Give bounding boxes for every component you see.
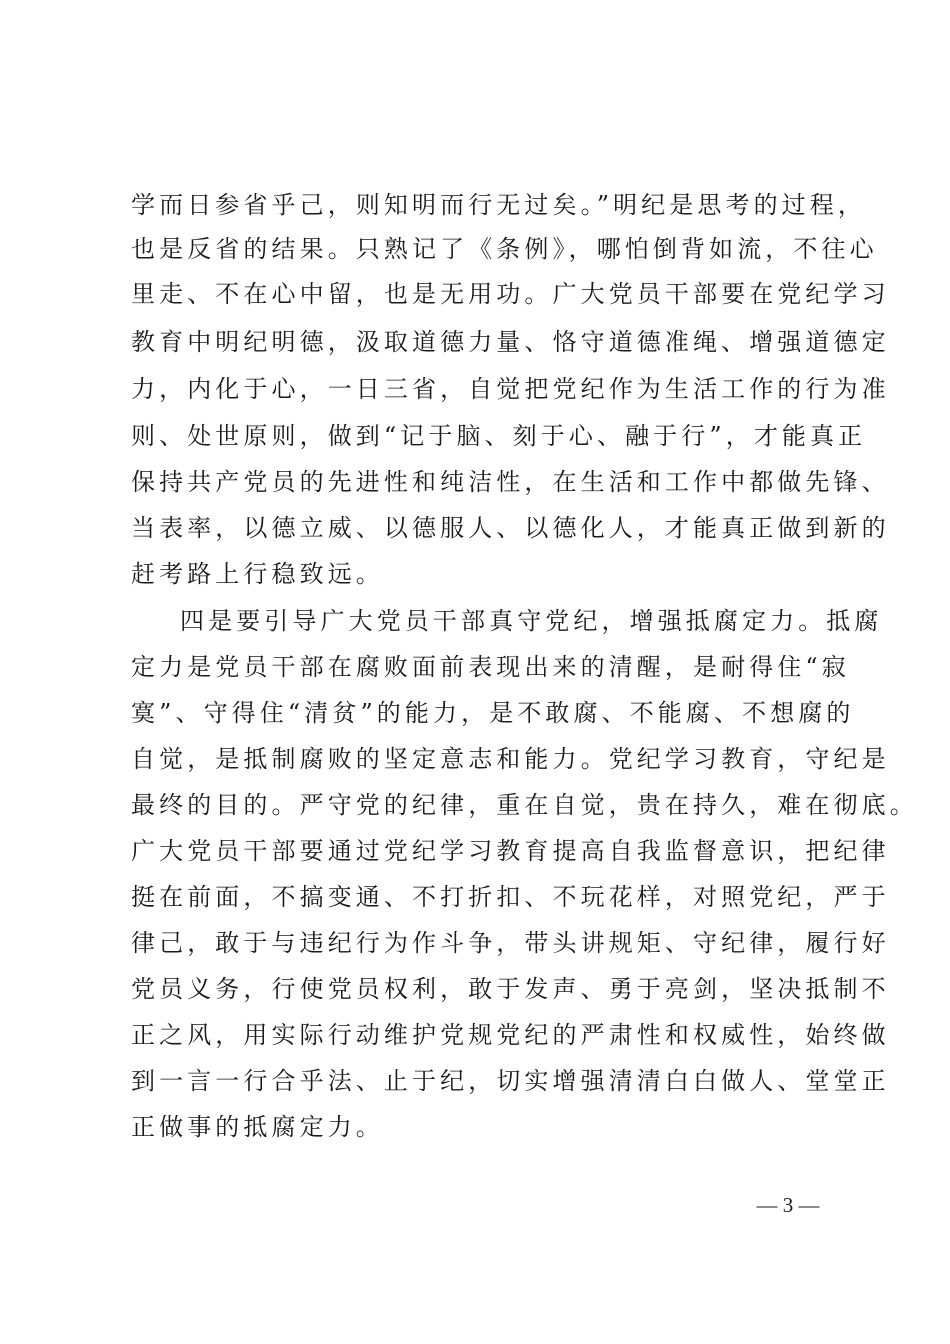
paragraph-1-line-4: 教育中明纪明德，汲取道德力量、恪守道德准绳、增强道德定 <box>131 328 890 356</box>
paragraph-2-line-7: 挺在前面，不搞变通、不打折扣、不玩花样，对照党纪，严于 <box>131 883 890 911</box>
paragraph-2-line-8: 律己，敢于与违纪行为作斗争，带头讲规矩、守纪律，履行好 <box>131 929 890 957</box>
paragraph-1-line-1: 学而日参省乎己，则知明而行无过矣。”明纪是思考的过程， <box>131 191 866 219</box>
page-number: — 3 — <box>756 1193 820 1217</box>
paragraph-1-line-5: 力，内化于心，一日三省，自觉把党纪作为生活工作的行为准 <box>131 375 890 403</box>
paragraph-2-line-4: 自觉，是抵制腐败的坚定意志和能力。党纪学习教育，守纪是 <box>131 745 890 773</box>
paragraph-2-line-3: 寞”、守得住“清贫”的能力，是不敢腐、不能腐、不想腐的 <box>131 699 855 727</box>
paragraph-2-line-9: 党员义务，行使党员权利，敢于发声、勇于亮剑，坚决抵制不 <box>131 975 890 1003</box>
paragraph-2-line-2: 定力是党员干部在腐败面前表现出来的清醒，是耐得住“寂 <box>131 653 850 681</box>
paragraph-2-line-5: 最终的目的。严守党的纪律，重在自觉，贵在持久，难在彻底。 <box>131 791 918 819</box>
paragraph-1-line-8: 当表率，以德立威、以德服人、以德化人，才能真正做到新的 <box>131 514 890 542</box>
paragraph-1-line-2: 也是反省的结果。只熟记了《条例》，哪怕倒背如流，不往心 <box>131 235 878 263</box>
paragraph-2-line-11: 到一言一行合乎法、止于纪，切实增强清清白白做人、堂堂正 <box>131 1067 890 1095</box>
paragraph-1-line-9: 赶考路上行稳致远。 <box>131 560 384 588</box>
paragraph-1-line-6: 则、处世原则，做到“记于脑、刻于心、融于行”，才能真正 <box>131 422 867 450</box>
paragraph-2-line-1: 四是要引导广大党员干部真守党纪，增强抵腐定力。抵腐 <box>180 607 883 635</box>
paragraph-2-line-12: 正做事的抵腐定力。 <box>131 1113 384 1141</box>
paragraph-1-line-3: 里走、不在心中留，也是无用功。广大党员干部要在党纪学习 <box>131 280 890 308</box>
paragraph-2-line-6: 广大党员干部要通过党纪学习教育提高自我监督意识，把纪律 <box>131 837 890 865</box>
paragraph-1-line-7: 保持共产党员的先进性和纯洁性，在生活和工作中都做先锋、 <box>131 468 890 496</box>
paragraph-2-line-10: 正之风，用实际行动维护党规党纪的严肃性和权威性，始终做 <box>131 1021 890 1049</box>
